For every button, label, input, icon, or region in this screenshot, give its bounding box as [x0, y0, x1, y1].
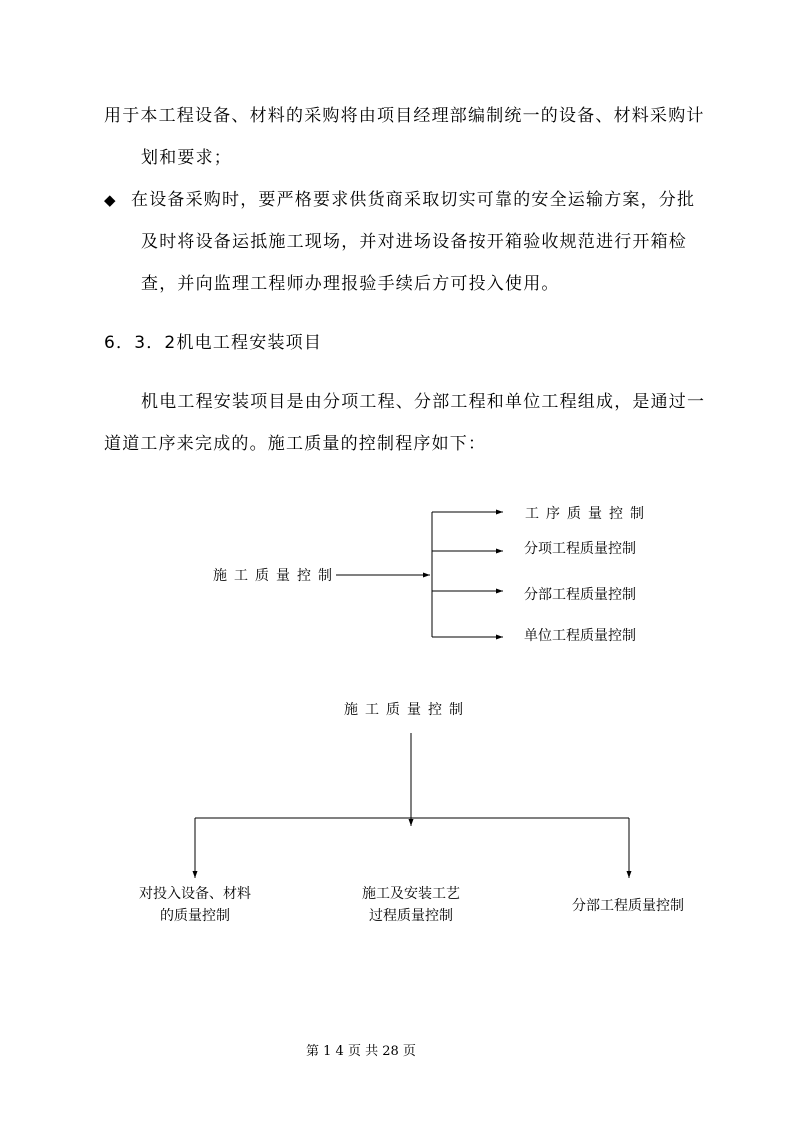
d1-branch-label-2: 分项工程质量控制 [524, 541, 636, 557]
intro-line-1: 机电工程安装项目是由分项工程、分部工程和单位工程组成，是通过一 [141, 392, 706, 412]
paragraph-1-line-1: 用于本工程设备、材料的采购将由项目经理部编制统一的设备、材料采购计 [104, 106, 705, 126]
page-footer: 第 1 4 页 共 28 页 [306, 1044, 416, 1059]
d1-branch-label-3: 分部工程质量控制 [524, 587, 636, 603]
d2-left-label-line-1: 对投入设备、材料 [139, 886, 251, 902]
paragraph-1-line-2: 划和要求； [141, 148, 232, 168]
d1-root-label: 施工质量控制 [213, 568, 339, 584]
intro-line-2: 道道工序来完成的。施工质量的控制程序如下： [104, 434, 487, 454]
paragraph-2-line-3: 查，并向监理工程师办理报验手续后方可投入使用。 [141, 274, 560, 294]
paragraph-2-line-1: 在设备采购时，要严格要求供货商采取切实可靠的安全运输方案，分批 [131, 190, 696, 210]
d2-middle-label-line-2: 过程质量控制 [369, 908, 453, 924]
d2-right-label: 分部工程质量控制 [572, 898, 684, 914]
d2-left-label-line-2: 的质量控制 [160, 908, 230, 924]
section-heading: 6．3．2机电工程安装项目 [104, 333, 323, 353]
d2-root-label: 施工质量控制 [344, 702, 470, 718]
paragraph-2-line-2: 及时将设备运抵施工现场，并对进场设备按开箱验收规范进行开箱检 [141, 232, 687, 252]
d2-middle-label-line-1: 施工及安装工艺 [362, 886, 460, 902]
d1-branch-label-4: 单位工程质量控制 [524, 628, 636, 644]
d1-branch-label-1: 工序质量控制 [525, 506, 651, 522]
bullet-diamond-icon: ◆ [104, 191, 117, 209]
